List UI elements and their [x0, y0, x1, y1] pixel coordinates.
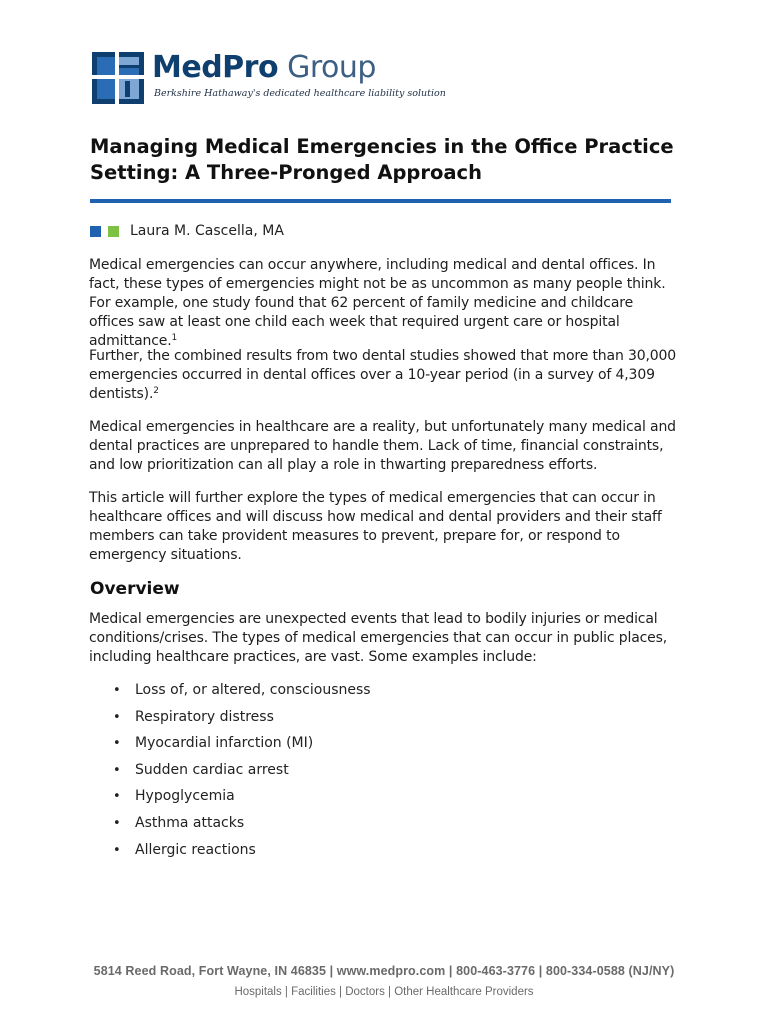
footnote-ref-2: 2 — [153, 386, 159, 396]
paragraph-3: Medical emergencies in healthcare are a reality, but unfortunately many medical and dental practices are unprepared to handle them. Lack of time, financial constraints, and low prioritization can all play a role in thwarting preparedness efforts. — [89, 419, 676, 473]
paragraph-4: This article will further explore the types of medical emergencies that can occur in healthcare offices and will discuss how medical and dental providers and their staff members can take provident measures to prevent, prepare for, or respond to emergency situations. — [89, 490, 662, 563]
logo-wordmark: MedPro Group — [152, 50, 376, 85]
logo-tagline: Berkshire Hathaway's dedicated healthcare liability solution — [154, 88, 446, 99]
footer-audiences: Hospitals | Facilities | Doctors | Other Healthcare Providers — [234, 986, 534, 998]
list-item: • Myocardial infarction (MI) — [110, 734, 371, 761]
list-item: • Allergic reactions — [110, 841, 371, 868]
list-item: • Asthma attacks — [110, 814, 371, 841]
medpro-logo-mark — [92, 52, 144, 104]
list-item: • Hypoglycemia — [110, 787, 371, 814]
blue-square-icon — [90, 226, 101, 237]
paragraph-1: Medical emergencies can occur anywhere, including medical and dental offices. In fact, these types of emergencies might not be as uncommon as many people think. For example, one study found that 62 percent of family medicine and childcare offices saw at least one child each week that required urgent care or hospital admittance.$^1$ — [89, 257, 666, 349]
list-item: • Sudden cardiac arrest — [110, 761, 371, 788]
list-item: • Loss of, or altered, consciousness — [110, 681, 371, 708]
paragraph-2: Further, the combined results from two dental studies showed that more than 30,000 emergencies occurred in dental offices over a 10-year period (in a survey of 4,309 dentists).$^2$ — [89, 348, 677, 402]
document-title: Managing Medical Emergencies in the Office Practice Setting: A Three-Pronged Approach — [90, 135, 674, 184]
section-heading-overview: Overview — [90, 579, 180, 599]
list-item: • Respiratory distress — [110, 708, 371, 735]
author-name: Laura M. Cascella, MA — [130, 223, 284, 239]
medpro-logo — [92, 48, 446, 112]
overview-intro: Medical emergencies are unexpected events that lead to bodily injuries or medical conditions/crises. The types of medical emergencies that can occur in public places, including healthcare practices, are vast. Some examples include: — [89, 611, 668, 665]
author-byline — [90, 222, 284, 240]
footnote-ref-1: 1 — [171, 333, 178, 343]
footer-contact: 5814 Reed Road, Fort Wayne, IN 46835 | www.medpro.com | 800-463-3776 | 800-334-0588 (NJ/NY) — [93, 964, 675, 978]
title-divider — [90, 199, 671, 203]
emergency-examples-list — [110, 681, 371, 867]
green-square-icon — [108, 226, 119, 237]
